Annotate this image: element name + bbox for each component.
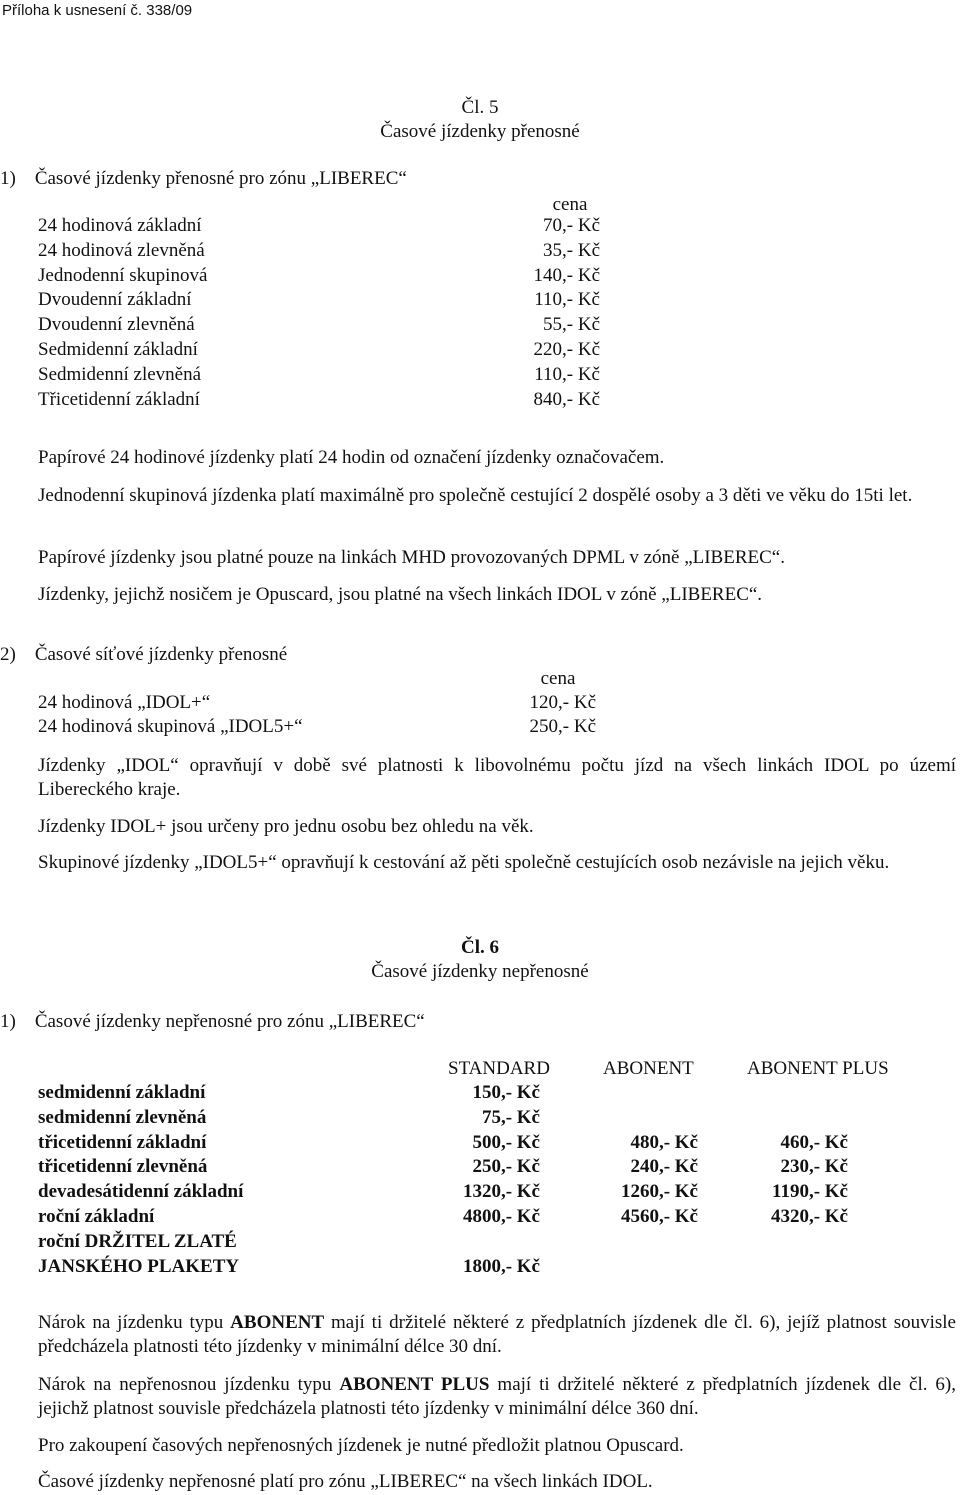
abonent-plus-term: ABONENT PLUS: [339, 1374, 490, 1395]
ticket-price: 35,- Kč: [543, 239, 600, 261]
abonent-plus-price: 460,- Kč: [780, 1131, 848, 1153]
standard-price: 250,- Kč: [472, 1156, 540, 1178]
abonent-price: [578, 1255, 698, 1280]
note-paragraph: Časové jízdenky nepřenosné platí pro zónu „LIBEREC“ na všech linkách IDOL.: [38, 1471, 653, 1492]
note-paragraph: Jízdenky IDOL+ jsou určeny pro jednu osobu bez ohledu na věk.: [38, 816, 534, 837]
abonent-plus-price: [728, 1230, 848, 1255]
ticket-name: Dvoudenní základní: [38, 289, 192, 311]
section-2-heading: 2) Časové síťové jízdenky přenosné: [0, 644, 288, 665]
table-row-name: roční základní: [38, 1205, 155, 1227]
network-ticket-name: 24 hodinová skupinová „IDOL5+“: [38, 716, 303, 737]
table-row-name: třicetidenní zlevněná: [38, 1156, 208, 1178]
price-column-header: cena: [552, 194, 588, 215]
standard-price: 1320,- Kč: [462, 1181, 540, 1203]
note-paragraph: Pro zakoupení časových nepřenosných jízdenek je nutné předložit platnou Opuscard.: [38, 1435, 684, 1456]
standard-price: 4800,- Kč: [462, 1205, 540, 1227]
note-paragraph: Nárok na nepřenosnou jízdenku typu ABONENT PLUS mají ti držitelé některé z předplatních jízdenek dle čl. 6), jejichž platnost souvisle předcházela platnosti této jízdenky v minimální délce 360 dní.: [38, 1374, 956, 1419]
abonent-term: ABONENT: [230, 1312, 325, 1333]
standard-price-list: [420, 1081, 540, 1279]
article-5-number: Čl. 5: [461, 97, 499, 118]
standard-price: 1800,- Kč: [462, 1255, 540, 1277]
note-paragraph: Jízdenky „IDOL“ opravňují v době své platnosti k libovolnému počtu jízd na všech linkách IDOL po území Libereckého kraje.: [38, 755, 956, 800]
note-paragraph: Papírové jízdenky jsou platné pouze na linkách MHD provozovaných DPML v zóně „LIBEREC“.: [38, 547, 785, 568]
ticket-price: 70,- Kč: [543, 215, 600, 236]
ticket-name: 24 hodinová zlevněná: [38, 239, 205, 261]
note-paragraph: Skupinové jízdenky „IDOL5+“ opravňují k cestování až pěti společně cestujících osob nezávisle na jejich věku.: [38, 852, 890, 873]
abonent-plus-price: 1190,- Kč: [772, 1181, 848, 1203]
ticket-price: 220,- Kč: [533, 338, 600, 360]
ticket-price: 55,- Kč: [543, 314, 600, 336]
abonent-price: 480,- Kč: [630, 1131, 698, 1153]
abonent-price: [578, 1081, 698, 1106]
abonent-plus-price: [728, 1106, 848, 1131]
abonent-plus-price: [728, 1081, 848, 1106]
abonent-plus-price-list: [728, 1081, 848, 1279]
abonent-plus-price: 230,- Kč: [780, 1156, 848, 1178]
network-ticket-name: 24 hodinová „IDOL+“: [38, 692, 211, 713]
table-row-name: roční DRŽITEL ZLATÉ: [38, 1230, 237, 1252]
ticket-price: 110,- Kč: [534, 363, 600, 385]
standard-price: 75,- Kč: [481, 1106, 540, 1128]
abonent-price: 240,- Kč: [630, 1156, 698, 1178]
network-ticket-price: 120,- Kč: [529, 692, 596, 713]
table-row-name: sedmidenní základní: [38, 1082, 206, 1103]
abonent-price: [578, 1230, 698, 1255]
abonent-price: 1260,- Kč: [620, 1181, 698, 1203]
abonent-price: [578, 1106, 698, 1131]
ticket-price-list: [500, 214, 600, 412]
abonent-price-list: [578, 1081, 698, 1279]
note-paragraph: Jednodenní skupinová jízdenka platí maximálně pro společně cestující 2 dospělé osoby a 3 děti ve věku do 15ti let.: [38, 485, 913, 506]
ticket-name: Jednodenní skupinová: [38, 264, 208, 286]
ticket-price: 840,- Kč: [533, 388, 600, 410]
ticket-price: 140,- Kč: [533, 264, 600, 286]
table-row-name: sedmidenní zlevněná: [38, 1106, 207, 1128]
ticket-name: Třicetidenní základní: [38, 388, 200, 410]
article-6-number: Čl. 6: [461, 937, 499, 958]
table-row-name: třicetidenní základní: [38, 1131, 207, 1153]
article-5-title: Časové jízdenky přenosné: [380, 121, 580, 142]
nontransferable-name-list: [38, 1081, 243, 1279]
table-row-name: JANSKÉHO PLAKETY: [38, 1255, 240, 1277]
column-header-abonent-plus: ABONENT PLUS: [747, 1058, 889, 1079]
abonent-plus-price: [728, 1255, 848, 1280]
standard-price: 500,- Kč: [472, 1131, 540, 1153]
note-paragraph: Nárok na jízdenku typu ABONENT mají ti držitelé některé z předplatních jízdenek dle čl. 6), jejíž platnost souvisle předcházela platnosti této jízdenky v minimální délce 30 dní.: [38, 1312, 956, 1357]
ticket-name: Sedmidenní zlevněná: [38, 363, 202, 385]
note-paragraph: Jízdenky, jejichž nosičem je Opuscard, jsou platné na všech linkách IDOL v zóně „LIBEREC“.: [38, 584, 763, 605]
article-6-title: Časové jízdenky nepřenosné: [371, 961, 589, 982]
note-paragraph: Papírové 24 hodinové jízdenky platí 24 hodin od označení jízdenky označovačem.: [38, 447, 665, 468]
standard-price: [420, 1230, 540, 1255]
abonent-plus-price: 4320,- Kč: [770, 1205, 848, 1227]
column-header-abonent: ABONENT: [603, 1058, 694, 1079]
column-header-standard: STANDARD: [448, 1058, 550, 1079]
abonent-price: 4560,- Kč: [620, 1205, 698, 1227]
section-1-heading: 1) Časové jízdenky přenosné pro zónu „LIBEREC“: [0, 168, 407, 189]
ticket-name: Dvoudenní zlevněná: [38, 314, 195, 336]
section-1-heading: 1) Časové jízdenky nepřenosné pro zónu „LIBEREC“: [0, 1011, 425, 1032]
ticket-name-list: [38, 214, 207, 412]
ticket-price: 110,- Kč: [534, 289, 600, 311]
price-column-header: cena: [540, 668, 576, 689]
ticket-name: Sedmidenní základní: [38, 338, 198, 360]
network-ticket-price: 250,- Kč: [529, 716, 596, 737]
table-row-name: devadesátidenní základní: [38, 1181, 244, 1203]
standard-price: 150,- Kč: [472, 1082, 540, 1103]
document-header: Příloha k usnesení č. 338/09: [2, 2, 193, 19]
ticket-name: 24 hodinová základní: [38, 215, 202, 236]
